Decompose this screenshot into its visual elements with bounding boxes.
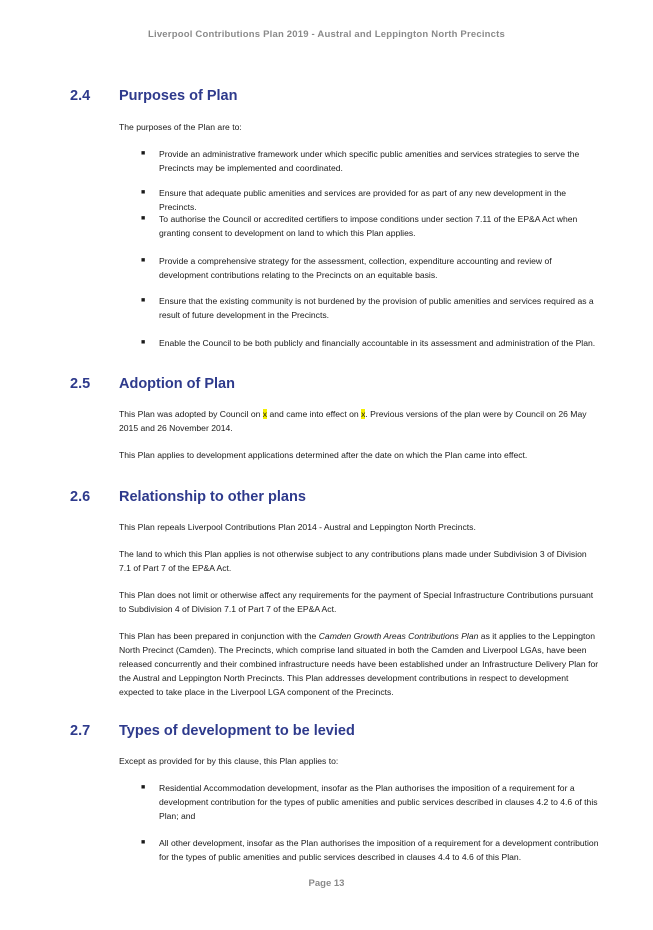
section-2-5 <box>0 376 653 398</box>
bullet-icon: ■ <box>141 339 146 346</box>
paragraph: The land to which this Plan applies is not otherwise subject to any contributions plans made under Subdivision 3 of Division 7.1 of Part 7 of the EP&A Act. <box>119 549 587 573</box>
section-number: 2.6 <box>70 489 91 505</box>
list-item-text: All other development, insofar as the Plan authorises the imposition of a requirement for a development contribution for the types of public amenities and public services described in clauses 4.4 to 4.6 of this Plan. <box>159 838 599 862</box>
text-run: This Plan was adopted by Council on <box>119 409 263 419</box>
section-number: 2.4 <box>70 88 91 104</box>
list-item-text: Ensure that the existing community is not burdened by the provision of public amenities and services required as a result of future development in the Precincts. <box>159 296 594 320</box>
page-number: Page 13 <box>308 878 345 889</box>
list-item-text: To authorise the Council or accredited certifiers to impose conditions under section 7.11 of the EP&A Act when granting consent to development on land to which this Plan applies. <box>159 214 578 238</box>
section-title: Types of development to be levied <box>119 723 355 739</box>
paragraph: This Plan does not limit or otherwise affect any requirements for the payment of Special Infrastructure Contributions pursuant to Subdivision 4 of Division 7.1 of Part 7 of the EP&A Act. <box>119 590 594 614</box>
section-2-4 <box>0 88 653 110</box>
page-header: Liverpool Contributions Plan 2019 - Austral and Leppington North Precincts <box>147 29 505 40</box>
plan-title: Camden Growth Areas Contributions Plan <box>318 631 479 641</box>
section-heading <box>0 88 653 110</box>
text-run: . Previous versions of the plan were by Council on 26 May 2015 and 26 November 2014. <box>119 409 587 433</box>
list-item-text: Provide a comprehensive strategy for the assessment, collection, expenditure accounting and review of development contributions relating to the Precincts on an equitable basis. <box>159 256 552 280</box>
text-run: This Plan has been prepared in conjunction with the <box>119 631 319 641</box>
list-item-text: Residential Accommodation development, insofar as the Plan authorises the imposition of a requirement for a development contribution for the types of public amenities and public services described in clauses 4.2 to 4.6 of this Plan; and <box>159 783 598 821</box>
bullet-icon: ■ <box>141 189 146 196</box>
section-heading <box>0 489 653 511</box>
bullet-icon: ■ <box>141 297 146 304</box>
list-item-text: Provide an administrative framework under which specific public amenities and services strategies to serve the Precincts may be implemented and coordinated. <box>159 149 580 173</box>
highlighted-placeholder: x <box>361 409 366 419</box>
section-title: Relationship to other plans <box>119 489 306 505</box>
highlighted-placeholder: x <box>262 409 268 419</box>
section-2-6 <box>0 489 653 511</box>
paragraph: Except as provided for by this clause, this Plan applies to: <box>119 756 339 766</box>
paragraph: This Plan applies to development applications determined after the date on which the Plan came into effect. <box>119 450 528 460</box>
section-heading <box>0 723 653 745</box>
text-run: and came into effect on <box>267 409 362 419</box>
text-run: as it applies to the Leppington North Precinct (Camden). The Precincts, which comprise land situated in both the Camden and Liverpool LGAs, have been released concurrently and their combined infrastructure needs have been established under an Infrastructure Delivery Plan for the Austral and Leppington North Precincts. This Plan addresses development contributions in respect to development expected to take place in the Liverpool LGA component of the Precincts. <box>119 631 599 697</box>
bullet-icon: ■ <box>141 215 146 222</box>
section-2-7 <box>0 723 653 745</box>
paragraph: This Plan repeals Liverpool Contributions Plan 2014 - Austral and Leppington North Precincts. <box>119 522 476 532</box>
bullet-icon: ■ <box>141 839 146 846</box>
section-number: 2.5 <box>70 376 91 392</box>
paragraph: The purposes of the Plan are to: <box>119 122 242 132</box>
paragraph <box>119 407 599 435</box>
list-item-text: Enable the Council to be both publicly and financially accountable in its assessment and administration of the Plan. <box>159 338 596 348</box>
section-heading <box>0 376 653 398</box>
section-title: Purposes of Plan <box>119 88 238 104</box>
paragraph <box>119 629 599 699</box>
list-item-text: Ensure that adequate public amenities and services are provided for as part of any new development in the Precincts. <box>159 188 567 212</box>
bullet-icon: ■ <box>141 257 146 264</box>
section-title: Adoption of Plan <box>119 376 235 392</box>
section-number: 2.7 <box>70 723 91 739</box>
bullet-icon: ■ <box>141 784 146 791</box>
bullet-icon: ■ <box>141 150 146 157</box>
